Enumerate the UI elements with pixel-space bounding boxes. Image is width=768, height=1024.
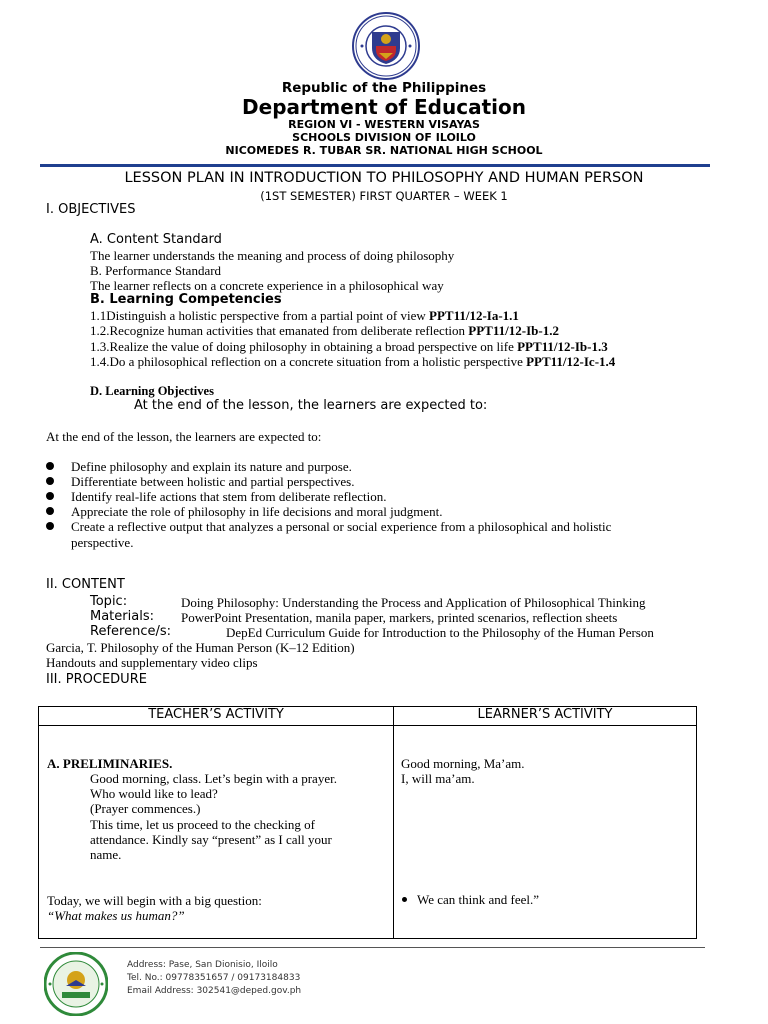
content-standard-text: The learner understands the meaning and process of doing philosophy [90, 248, 455, 263]
lesson-plan-title: LESSON PLAN IN INTRODUCTION TO PHILOSOPHY AND HUMAN PERSON [124, 170, 644, 186]
objective-bullet-item: Differentiate between holistic and partial perspectives. [71, 474, 355, 489]
procedure-table [38, 706, 697, 939]
teacher-line: (Prayer commences.) [90, 801, 201, 816]
bullet-icon [46, 507, 54, 515]
footer-address: Address: Pase, San Dionisio, Iloilo [127, 960, 278, 970]
objective-bullet-item: Identify real-life actions that stem from deliberate reflection. [71, 489, 387, 504]
materials-value: PowerPoint Presentation, manila paper, markers, printed scenarios, reflection sheets [181, 610, 618, 625]
learner-line: I, will ma’am. [401, 771, 475, 786]
learning-objectives-intro: At the end of the lesson, the learners are expected to: [134, 398, 488, 413]
republic-heading: Republic of the Philippines [281, 80, 487, 96]
procedure-heading: III. PROCEDURE [46, 672, 147, 687]
reference-value: DepEd Curriculum Guide for Introduction to the Philosophy of the Human Person [226, 625, 654, 640]
learner-answer: We can think and feel.” [417, 892, 540, 907]
footer-telephone: Tel. No.: 09778351657 / 09173184833 [127, 973, 301, 983]
teacher-big-question: “What makes us human?” [47, 908, 185, 923]
reference-line: Handouts and supplementary video clips [46, 655, 258, 670]
teacher-line: name. [90, 847, 122, 862]
reference-label: Reference/s: [90, 624, 171, 639]
performance-standard-label: B. Performance Standard [90, 263, 222, 278]
footer-rule [40, 947, 705, 948]
school-line: NICOMEDES R. TUBAR SR. NATIONAL HIGH SCHOOL [225, 144, 543, 157]
learning-objectives-label: D. Learning Objectives [90, 384, 214, 398]
table-row [39, 726, 697, 939]
school-logo [44, 952, 108, 1016]
objective-bullet-item: Appreciate the role of philosophy in life decisions and moral judgment. [71, 504, 443, 519]
bullet-icon [402, 897, 407, 902]
materials-label: Materials: [90, 609, 154, 624]
lesson-plan-subtitle: (1ST SEMESTER) FIRST QUARTER – WEEK 1 [260, 189, 508, 203]
bullet-icon [46, 462, 54, 470]
teacher-line: This time, let us proceed to the checking of [90, 817, 315, 832]
content-heading: II. CONTENT [46, 577, 125, 592]
table-header-row [39, 707, 697, 726]
bullet-icon [46, 477, 54, 485]
topic-value: Doing Philosophy: Understanding the Process and Application of Philosophical Thinking [181, 595, 646, 610]
learner-line: Good morning, Ma’am. [401, 756, 525, 771]
teacher-activity-cell [39, 726, 394, 939]
teacher-line: Who would like to lead? [90, 786, 218, 801]
header-rule [40, 164, 710, 167]
teacher-line: attendance. Kindly say “present” as I call your [90, 832, 332, 847]
objective-bullet-item: Create a reflective output that analyzes a personal or social experience from a philosophical and holistic [71, 519, 612, 534]
division-line: SCHOOLS DIVISION OF ILOILO [292, 131, 476, 144]
learning-competencies-label: B. Learning Competencies [90, 292, 282, 307]
performance-standard-text: The learner reflects on a concrete experience in a philosophical way [90, 278, 444, 293]
topic-label: Topic: [90, 594, 128, 609]
teacher-line: Good morning, class. Let’s begin with a prayer. [90, 771, 337, 786]
learning-objectives-intro-repeat: At the end of the lesson, the learners are expected to: [46, 429, 322, 444]
department-heading: Department of Education [242, 95, 526, 119]
competency-item: 1.2.Recognize human activities that emanated from deliberate reflection PPT11/12-Ib-1.2 [90, 323, 559, 338]
teacher-activity-header: TEACHER’S ACTIVITY [39, 707, 394, 726]
reference-line: Garcia, T. Philosophy of the Human Person (K–12 Edition) [46, 640, 355, 655]
learner-activity-cell [394, 726, 697, 939]
objective-bullet-item-continued: perspective. [71, 535, 134, 550]
teacher-question-intro: Today, we will begin with a big question: [47, 893, 262, 908]
objective-bullet-item: Define philosophy and explain its nature and purpose. [71, 459, 352, 474]
region-line: REGION VI - WESTERN VISAYAS [288, 118, 480, 131]
competency-item: 1.3.Realize the value of doing philosophy in obtaining a broad perspective on life PPT11/12-Ib-1.3 [90, 339, 608, 354]
preliminaries-label: A. PRELIMINARIES. [47, 756, 173, 771]
bullet-icon [46, 492, 54, 500]
deped-seal-logo [352, 12, 420, 80]
objectives-heading: I. OBJECTIVES [46, 202, 136, 217]
learner-activity-header: LEARNER’S ACTIVITY [394, 707, 697, 726]
competency-item: 1.1Distinguish a holistic perspective from a partial point of view PPT11/12-Ia-1.1 [90, 308, 519, 323]
bullet-icon [46, 522, 54, 530]
competency-item: 1.4.Do a philosophical reflection on a concrete situation from a holistic perspective PPT11/12-Ic-1.4 [90, 354, 616, 369]
content-standard-label: A. Content Standard [90, 232, 222, 247]
footer-email: Email Address: 302541@deped.gov.ph [127, 986, 302, 996]
